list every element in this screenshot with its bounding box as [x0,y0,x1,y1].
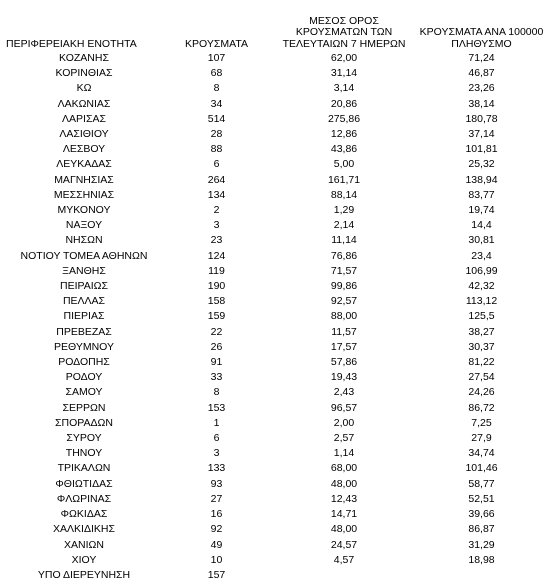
cell-region: ΣΥΡΟΥ [66,432,102,445]
cell-per100k: 71,24 [468,52,495,64]
header-avg7-line: ΜΕΣΟΣ ΟΡΟΣ [309,14,379,27]
cell-region: ΛΕΣΒΟΥ [62,143,106,156]
cell-per100k: 18,98 [468,553,495,566]
cell-avg7: 275,86 [327,112,361,125]
cell-avg7: 24,57 [330,538,358,551]
cases-table [4,0,544,583]
cell-region: ΧΑΛΚΙΔΙΚΗΣ [53,523,115,536]
cell-per100k: 27,54 [468,371,495,384]
cell-per100k: 58,77 [468,477,495,490]
cell-avg7: 57,86 [330,356,358,369]
cell-cases: 2 [213,204,220,217]
cell-per100k: 23,26 [468,82,495,95]
cell-avg7: 12,43 [330,492,358,505]
cell-avg7: 48,00 [330,477,358,490]
table-row [4,50,544,66]
cell-per100k [419,568,544,583]
cell-cases: 153 [207,401,226,414]
cell-per100k: 86,87 [468,523,495,536]
cell-avg7 [269,568,419,583]
cell-region: ΝΗΣΩΝ [65,234,103,247]
cell-cases: 1 [213,416,220,429]
cell-region: ΛΑΡΙΣΑΣ [62,112,106,125]
table-row [4,309,544,324]
table-header [4,0,544,50]
cell-cases: 49 [210,538,223,551]
cell-per100k: 25,32 [468,158,495,171]
table-row [4,401,544,416]
cell-cases: 10 [210,553,223,566]
cell-cases: 3 [213,447,220,460]
table-row [4,355,544,370]
cell-avg7: 161,71 [327,173,361,186]
table-row [4,522,544,537]
header-avg7 [269,0,419,50]
cell-cases: 93 [210,477,223,490]
cell-cases: 514 [207,112,226,125]
cell-avg7: 17,57 [330,340,358,353]
cell-per100k: 138,94 [465,173,498,186]
cell-per100k: 113,12 [465,295,498,308]
header-per100k-line: ΠΛΗΘΥΣΜΟ [451,37,512,50]
cell-per100k: 125,5 [468,310,495,323]
cell-avg7: 20,86 [330,97,358,110]
cell-per100k: 31,29 [468,538,495,551]
cell-cases: 119 [208,264,225,277]
table-row [4,431,544,446]
table-row [4,157,544,172]
cell-avg7: 76,86 [330,249,358,262]
cell-cases: 92 [210,523,223,536]
cell-avg7: 14,71 [330,508,358,521]
table-row [4,477,544,492]
cell-avg7: 2,57 [333,432,355,445]
cell-region: ΞΑΝΘΗΣ [62,264,106,277]
cell-avg7: 4,57 [333,553,355,566]
cell-avg7: 68,00 [330,462,358,475]
table-row [4,385,544,400]
table-row [4,538,544,553]
cell-per100k: 180,78 [465,112,498,125]
cell-per100k: 14,4 [471,219,492,232]
cell-cases: 8 [213,82,220,95]
cell-region: ΣΠΟΡΑΔΩΝ [55,416,113,429]
header-region: ΠΕΡΙΦΕΡΕΙΑΚΗ ΕΝΟΤΗΤΑ [6,37,137,50]
cell-per100k: 38,14 [468,97,495,110]
cell-cases: 26 [210,340,223,353]
cell-region: ΤΗΝΟΥ [65,447,103,460]
cell-region: ΥΠΟ ΔΙΕΡΕΥΝΗΣΗ [37,568,131,581]
cell-cases: 157 [207,568,226,581]
table-row [4,66,544,81]
cell-cases: 68 [210,67,223,80]
cell-avg7: 43,86 [330,143,358,156]
cell-cases: 190 [207,280,226,293]
cell-per100k: 81,22 [468,356,495,369]
cell-avg7: 1,14 [333,447,355,460]
cell-per100k: 30,81 [468,234,495,247]
table-row [4,81,544,96]
cell-cases: 133 [207,462,226,475]
cell-avg7: 88,00 [330,310,358,323]
cell-region: ΧΙΟΥ [71,553,97,566]
cell-cases: 3 [213,219,220,232]
table-row [4,218,544,233]
cell-avg7: 2,00 [333,416,355,429]
cell-region: ΦΘΙΩΤΙΔΑΣ [55,477,113,490]
cell-per100k: 24,26 [468,386,495,399]
table-row [4,188,544,203]
header-avg7-line: ΚΡΟΥΣΜΑΤΩΝ ΤΩΝ [295,26,393,38]
cell-cases: 134 [207,188,226,201]
cell-cases: 124 [207,249,226,262]
cell-avg7: 71,57 [330,264,358,277]
cell-region: ΤΡΙΚΑΛΩΝ [57,462,111,475]
cell-region: ΚΟΡΙΝΘΙΑΣ [55,67,113,80]
table-row [4,325,544,340]
cell-per100k: 52,51 [468,492,495,505]
table-row [4,127,544,142]
cell-region: ΠΕΙΡΑΙΩΣ [60,280,108,293]
table-row [4,416,544,431]
cell-region: ΝΑΞΟΥ [65,219,103,232]
cell-region: ΣΕΡΡΩΝ [62,401,106,414]
cell-per100k: 42,32 [468,280,495,293]
cell-per100k: 23,4 [471,249,492,262]
table-row [4,553,544,568]
cell-per100k: 7,25 [471,416,492,429]
cell-avg7: 12,86 [330,128,358,141]
cell-per100k: 27,9 [471,432,492,445]
table-row [4,142,544,157]
cell-cases: 23 [210,234,223,247]
cell-cases: 8 [213,386,220,399]
cell-per100k: 101,46 [465,462,498,475]
cell-avg7: 62,00 [330,52,358,64]
table-row [4,112,544,127]
cell-avg7: 48,00 [330,523,358,536]
cell-avg7: 19,43 [330,371,358,384]
table-row [4,340,544,355]
cell-avg7: 11,57 [331,325,357,338]
cell-region: ΠΙΕΡΙΑΣ [63,310,105,323]
cell-region: ΛΕΥΚΑΔΑΣ [56,158,112,171]
cell-avg7: 5,00 [333,158,355,171]
table-row [4,249,544,264]
header-per100k-line: ΚΡΟΥΣΜΑΤΑ ΑΝΑ 100000 [419,26,544,38]
cell-cases: 28 [210,128,223,141]
cell-avg7: 96,57 [330,401,358,414]
cell-region: ΦΛΩΡΙΝΑΣ [56,492,112,505]
table-body [4,50,544,583]
cell-avg7: 1,29 [333,204,355,217]
cell-avg7: 2,43 [333,386,355,399]
cell-region: ΠΡΕΒΕΖΑΣ [56,325,112,338]
cell-per100k: 34,74 [468,447,495,460]
cell-region: ΧΑΝΙΩΝ [64,538,104,551]
cell-region: ΛΑΣΙΘΙΟΥ [59,128,109,141]
cell-avg7: 99,86 [330,280,358,293]
cell-cases: 6 [213,432,220,445]
cell-cases: 88 [210,143,223,156]
table-row [4,97,544,112]
cell-region: ΜΑΓΝΗΣΙΑΣ [54,173,114,186]
cell-per100k: 30,37 [468,340,495,353]
cell-per100k: 37,14 [468,128,495,141]
cell-region: ΦΩΚΙΔΑΣ [60,508,108,521]
table-row [4,446,544,461]
cell-cases: 264 [207,173,226,186]
cell-region: ΜΥΚΟΝΟΥ [57,204,111,217]
cell-per100k: 39,66 [468,508,495,521]
cell-cases: 27 [210,492,223,505]
cell-region: ΚΟΖΑΝΗΣ [59,52,109,64]
header-avg7-line: ΤΕΛΕΥΤΑΙΩΝ 7 ΗΜΕΡΩΝ [282,37,406,50]
cell-per100k: 106,99 [465,264,498,277]
table-row [4,233,544,248]
cell-avg7: 11,14 [331,234,357,247]
cell-region: ΜΕΣΣΗΝΙΑΣ [53,188,115,201]
table-row [4,507,544,522]
cell-avg7: 3,14 [333,82,355,95]
cell-cases: 6 [213,158,220,171]
cell-per100k: 38,27 [468,325,495,338]
cell-region: ΚΩ [76,82,92,95]
table-row [4,264,544,279]
cell-avg7: 31,14 [330,67,358,80]
cell-region: ΠΕΛΛΑΣ [62,295,106,308]
header-row [4,0,544,50]
cell-cases: 158 [207,295,226,308]
cell-per100k: 19,74 [468,204,495,217]
cell-avg7: 92,57 [330,295,358,308]
cell-cases: 91 [210,356,223,369]
cell-per100k: 83,77 [468,188,495,201]
table-row [4,568,544,583]
cell-cases: 34 [210,97,223,110]
table-row [4,294,544,309]
table-row [4,173,544,188]
cell-region: ΝΟΤΙΟΥ ΤΟΜΕΑ ΑΘΗΝΩΝ [20,249,148,262]
cell-region: ΡΕΘΥΜΝΟΥ [53,340,114,353]
table-row [4,492,544,507]
table-row [4,461,544,476]
cell-per100k: 86,72 [468,401,495,414]
table-row [4,279,544,294]
cell-region: ΛΑΚΩΝΙΑΣ [57,97,111,110]
cell-cases: 22 [210,325,223,338]
cell-avg7: 88,14 [330,188,358,201]
cell-region: ΣΑΜΟΥ [65,386,103,399]
cell-region: ΡΟΔΟΥ [65,371,103,384]
cell-cases: 16 [210,508,223,521]
cell-avg7: 2,14 [333,219,355,232]
cell-cases: 107 [207,52,226,64]
table-row [4,203,544,218]
table-row [4,370,544,385]
header-cases: ΚΡΟΥΣΜΑΤΑ [185,37,248,50]
cell-per100k: 46,87 [468,67,495,80]
cell-per100k: 101,81 [465,143,498,156]
cell-region: ΡΟΔΟΠΗΣ [58,356,110,369]
header-per100k [419,0,544,50]
cell-cases: 159 [207,310,226,323]
cell-cases: 33 [210,371,223,384]
